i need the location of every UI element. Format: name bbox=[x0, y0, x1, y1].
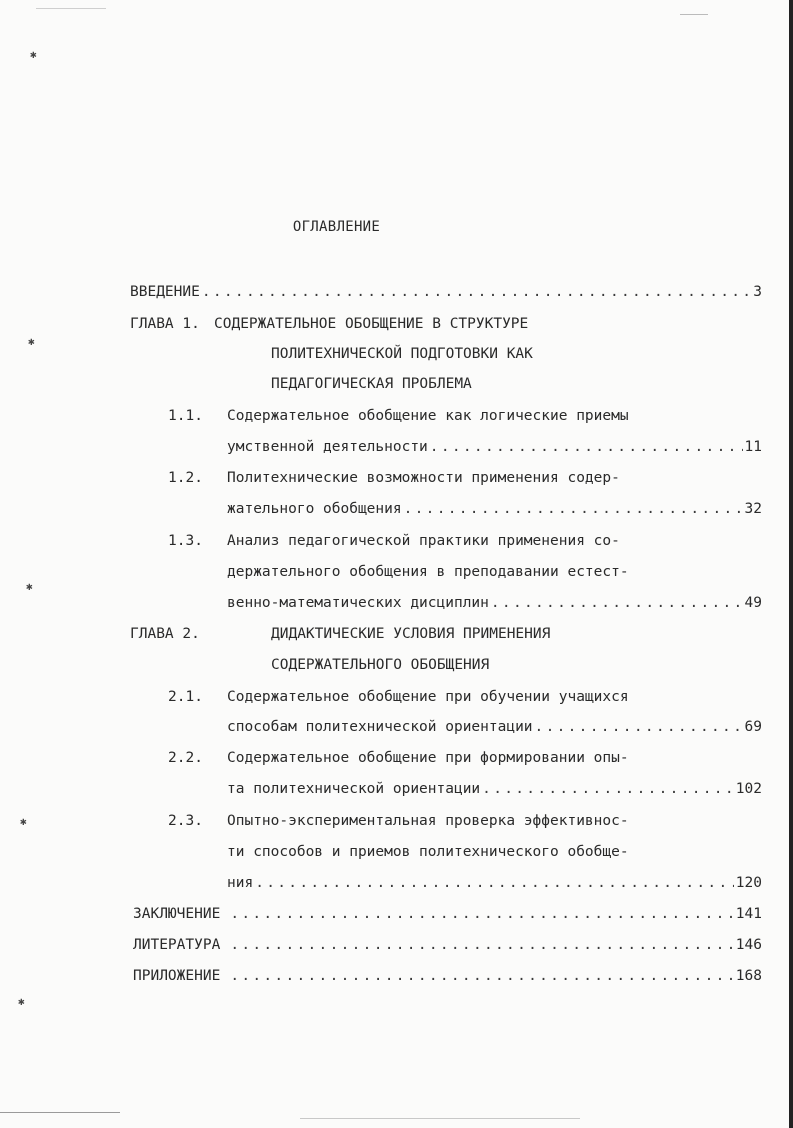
toc-page: 146 bbox=[735, 937, 762, 953]
section-title-line: Содержательное обобщение при обучении учащихся bbox=[227, 689, 629, 705]
section-title-line: Анализ педагогической практики применения со- bbox=[227, 533, 620, 549]
toc-entry-conclusion bbox=[133, 903, 762, 925]
toc-page: 141 bbox=[735, 906, 762, 922]
section-title-line: способам политехнической ориентации bbox=[227, 719, 533, 735]
section-title-line: Политехнические возможности применения содер- bbox=[227, 470, 620, 486]
toc-page: 168 bbox=[735, 968, 762, 984]
punch-hole-mark: ✱ bbox=[18, 995, 25, 1008]
page-title: ОГЛАВЛЕНИЕ bbox=[292, 219, 381, 235]
section-number: 1.2. bbox=[168, 470, 203, 486]
section-title-line: Содержательное обобщение при формировании опы- bbox=[227, 750, 629, 766]
scan-rule bbox=[300, 1118, 580, 1119]
toc-entry-1-3 bbox=[227, 592, 762, 614]
section-title-line: умственной деятельности bbox=[227, 439, 428, 455]
punch-hole-mark: ✱ bbox=[26, 580, 33, 593]
section-title-line: та политехнической ориентации bbox=[227, 781, 481, 797]
section-title-line: держательного обобщения в преподавании естест- bbox=[227, 564, 629, 580]
dot-leader bbox=[430, 436, 743, 458]
section-title-line: венно-математических дисциплин bbox=[227, 595, 489, 611]
section-number: 2.3. bbox=[168, 813, 203, 829]
toc-page: 3 bbox=[753, 284, 762, 300]
punch-hole-mark: ✱ bbox=[28, 335, 35, 348]
toc-label: ПРИЛОЖЕНИЕ bbox=[133, 968, 221, 984]
dot-leader bbox=[255, 872, 734, 894]
scan-rule bbox=[36, 8, 106, 9]
dot-leader bbox=[202, 281, 751, 303]
section-title-line: ти способов и приемов политехнического обобще- bbox=[227, 844, 629, 860]
toc-entry-literature bbox=[133, 934, 762, 956]
dot-leader bbox=[482, 778, 734, 800]
dot-leader bbox=[230, 903, 733, 925]
section-number: 2.2. bbox=[168, 750, 203, 766]
toc-page: 69 bbox=[744, 719, 762, 735]
dot-leader bbox=[535, 716, 743, 738]
toc-label: ЛИТЕРАТУРА bbox=[133, 937, 221, 953]
toc-page: 120 bbox=[735, 875, 762, 891]
toc-page: 49 bbox=[744, 595, 762, 611]
toc-entry-2-1 bbox=[227, 716, 762, 738]
dot-leader bbox=[404, 498, 743, 520]
section-title-line: жательного обобщения bbox=[227, 501, 402, 517]
punch-hole-mark: ✱ bbox=[20, 815, 27, 828]
toc-page: 11 bbox=[744, 439, 762, 455]
toc-page: 32 bbox=[744, 501, 762, 517]
chapter-title-line: СОДЕРЖАТЕЛЬНОГО ОБОБЩЕНИЯ bbox=[271, 657, 490, 673]
scan-rule bbox=[680, 14, 708, 15]
section-number: 1.1. bbox=[168, 408, 203, 424]
chapter-title-line: ПЕДАГОГИЧЕСКАЯ ПРОБЛЕМА bbox=[271, 376, 472, 392]
section-title-line: Содержательное обобщение как логические приемы bbox=[227, 408, 629, 424]
section-number: 2.1. bbox=[168, 689, 203, 705]
toc-entry-1-2 bbox=[227, 498, 762, 520]
toc-entry-1-1 bbox=[227, 436, 762, 458]
dot-leader bbox=[230, 934, 733, 956]
section-title-line: ния bbox=[227, 875, 254, 891]
section-number: 1.3. bbox=[168, 533, 203, 549]
chapter-title-line: ДИДАКТИЧЕСКИЕ УСЛОВИЯ ПРИМЕНЕНИЯ bbox=[271, 626, 551, 642]
toc-entry-2-3 bbox=[227, 872, 762, 894]
punch-hole-mark: ✱ bbox=[30, 48, 37, 61]
chapter-title-line: ПОЛИТЕХНИЧЕСКОЙ ПОДГОТОВКИ КАК bbox=[271, 346, 533, 362]
scan-edge bbox=[789, 0, 793, 1128]
toc-page: 102 bbox=[735, 781, 762, 797]
dot-leader bbox=[230, 965, 733, 987]
chapter-title-line: СОДЕРЖАТЕЛЬНОЕ ОБОБЩЕНИЕ В СТРУКТУРЕ bbox=[214, 316, 529, 332]
toc-label: ЗАКЛЮЧЕНИЕ bbox=[133, 906, 221, 922]
scan-rule bbox=[0, 1112, 120, 1113]
toc-entry-appendix bbox=[133, 965, 762, 987]
section-title-line: Опытно-экспериментальная проверка эффективнос- bbox=[227, 813, 629, 829]
toc-entry-2-2 bbox=[227, 778, 762, 800]
dot-leader bbox=[491, 592, 743, 614]
toc-label: ВВЕДЕНИЕ bbox=[130, 284, 200, 300]
toc-entry-intro bbox=[130, 281, 762, 303]
chapter-label: ГЛАВА 1. bbox=[130, 316, 200, 332]
chapter-label: ГЛАВА 2. bbox=[130, 626, 200, 642]
